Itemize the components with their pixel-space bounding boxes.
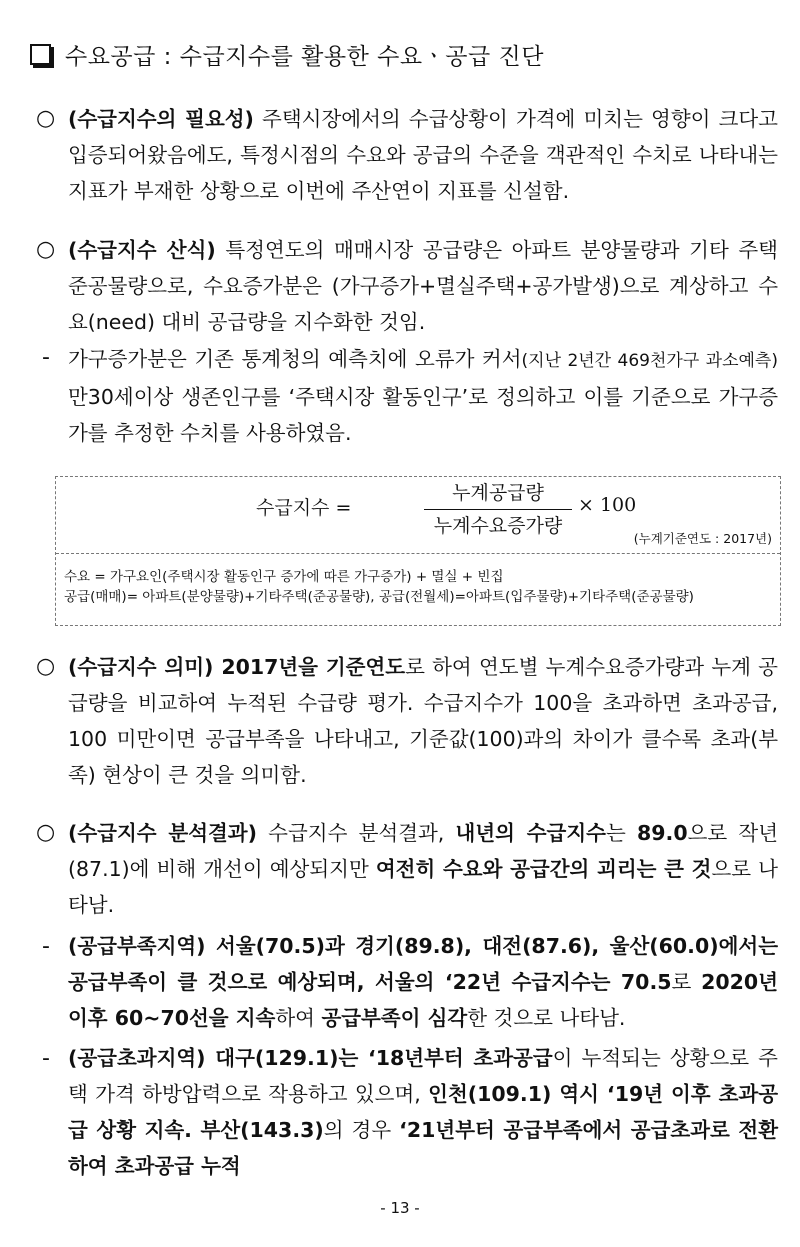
sub-paragraph-surplus [68,1040,778,1184]
paragraph-bold: (공급초과지역) 대구(129.1)는 ‘18년부터 초과공급 [68,1046,553,1070]
paragraph-label: (수급지수 분석결과) [68,821,257,845]
formula-box [55,476,781,626]
paragraph-text: 으로 작년(87.1)에 비해 개선이 예상되지만 [68,821,779,881]
fraction-bar [424,509,572,510]
paragraph-text: 로 [671,970,702,994]
paragraph-text: 하여 [275,1006,322,1030]
paragraph-bold: 내년의 수급지수 [455,821,606,845]
section-heading [30,38,544,71]
page-number: - 13 - [380,1199,420,1217]
paragraph-text: 의 경우 [323,1118,400,1142]
base-year-note: (누계기준연도 : 2017년) [633,531,772,546]
paragraph-label: (수급지수의 필요성) [68,107,254,131]
paragraph-bold: 인천(109.1) 역시 ‘19년 이후 초과공급 상황 지속. 부산(143.3) [68,1082,778,1142]
paragraph-bold-year: 2017년을 기준연도 [213,655,406,679]
paragraph-bold: 여전히 수요와 공급간의 괴리는 큰 것 [375,857,712,881]
paragraph-text: 이 누적되는 상황으로 주택 가격 하방압력으로 작용하고 있으며, [68,1046,778,1106]
formula-lhs: 수급지수 = [256,497,352,519]
checkbox-icon [30,44,51,65]
paragraph-bold: 2020년 이후 60~70선을 지속 [68,970,778,1030]
sub-paragraph-household [68,341,778,451]
paragraph-text: 는 [605,821,637,845]
paragraph-formula-intro [68,232,778,340]
formula-denominator: 누계수요증가량 [433,515,563,537]
section-heading-text: 수요공급 : 수급지수를 활용한 수요ㆍ공급 진단 [65,44,544,70]
bullet-icon: ○ [36,654,56,679]
bullet-icon: ○ [36,237,56,262]
formula-fraction [424,479,572,540]
formula-numerator: 누계공급량 [452,482,544,504]
formula-area [56,477,780,554]
dash-marker: - [42,1046,50,1071]
paragraph-text: 으로 나타남. [68,857,778,917]
sub-paragraph-shortage [68,928,778,1036]
paragraph-results [68,815,778,923]
sub-paragraph-text: 만30세이상 생존인구를 ‘주택시장 활동인구’로 정의하고 이를 기준으로 가구증가를 추정한 수치를 사용하였음. [68,385,778,445]
bullet-icon: ○ [36,820,56,845]
dash-marker: - [42,934,50,959]
paragraph-label: (수급지수 의미) [68,655,214,679]
paragraph-text: 로 하여 연도별 누계수요증가량과 누계 공급량을 비교하여 누적된 수급량 평가. 수급지수가 100을 초과하면 초과공급, 100 미만이면 공급부족을 나타내고, 기준값(100)과의 차이가 클수록 초과(부족) 현상이 큰 것을 의미함. [68,655,778,787]
bullet-icon: ○ [36,106,56,131]
demand-definition: 수요 = 가구요인(주택시장 활동인구 증가에 따른 가구증가) + 멸실 + 빈집 [64,569,504,585]
paragraph-bold: (공급부족지역) 서울(70.5)과 경기(89.8), 대전(87.6), 울산(60.0)에서는 공급부족이 클 것으로 예상되며, 서울의 ‘22년 수급지수는 70.5 [68,934,778,994]
sub-paragraph-note: (지난 2년간 469천가구 과소예측) [521,351,778,371]
paragraph-label: (수급지수 산식) [68,238,216,262]
paragraph-text: 수급지수 분석결과, [256,821,456,845]
formula-definitions [64,567,694,607]
paragraph-text: 한 것으로 나타남. [467,1006,626,1030]
paragraph-text: 주택시장에서의 수급상황이 가격에 미치는 영향이 크다고 입증되어왔음에도, 특정시점의 수요와 공급의 수준을 객관적인 수치로 나타내는 지표가 부재한 상황으로 이번에 주산연이 지표를 신설함. [68,107,778,203]
formula-rhs: × 100 [578,494,637,516]
paragraph-meaning [68,649,778,793]
paragraph-text: 특정연도의 매매시장 공급량은 아파트 분양물량과 기타 주택 준공물량으로, 수요증가분은 (가구증가+멸실주택+공가발생)으로 계상하고 수요(need) 대비 공급량을 지수화한 것임. [68,238,778,334]
sub-paragraph-text: 가구증가분은 기존 통계청의 예측치에 오류가 커서 [68,347,522,371]
paragraph-bold: ‘21년부터 공급부족에서 공급초과로 전환하여 초과공급 누적 [68,1118,779,1178]
paragraph-necessity [68,101,778,209]
dash-marker: - [42,345,50,370]
supply-definition: 공급(매매)= 아파트(분양물량)+기타주택(준공물량), 공급(전월세)=아파트(입주물량)+기타주택(준공물량) [64,589,694,605]
paragraph-bold: 89.0 [637,821,688,845]
paragraph-bold: 공급부족이 심각 [321,1006,468,1030]
